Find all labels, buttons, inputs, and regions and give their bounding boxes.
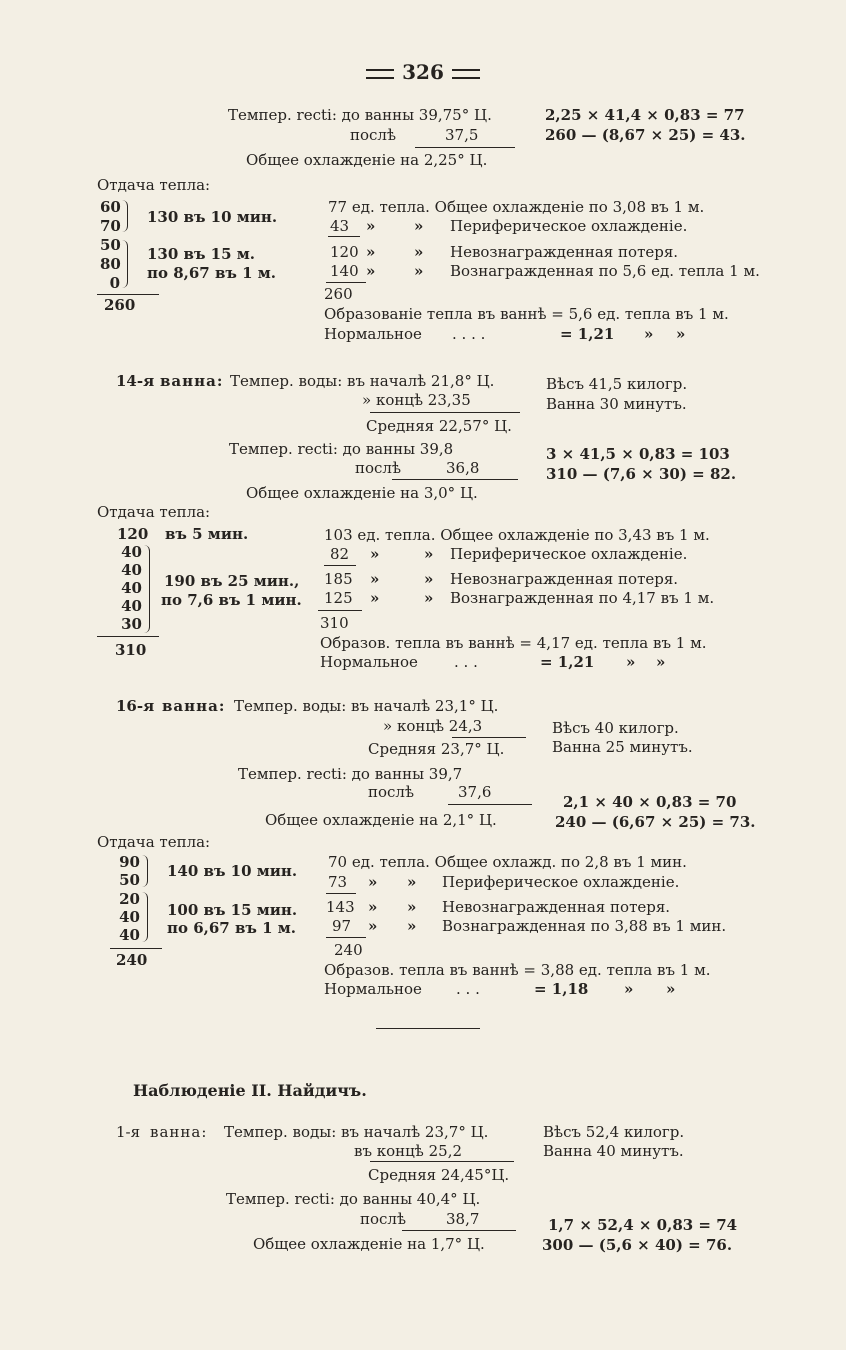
ditto-mark: » [368,873,378,891]
ditto-mark: » [370,545,380,563]
calc-line-1: 2,1 × 40 × 0,83 = 70 [563,793,737,811]
heat-total: 260 [104,296,136,314]
bath-duration: Ванна 40 минутъ. [543,1142,684,1160]
brace [144,545,150,633]
row-total-cooling: 103 ед. тепла. Общее охлажденіе по 3,43 въ 1 м. [324,526,710,544]
row-label: Вознагражденная по 4,17 въ 1 м. [450,589,715,607]
heat-output-label: Отдача тепла: [97,833,211,851]
rectal-temp-before: Темпер. recti: до ванны 39,75° Ц. [228,106,492,124]
mean-temp: Средняя 24,45°Ц. [368,1166,510,1184]
brace [142,892,148,942]
ditto-mark: » [366,262,376,280]
bath-number: 1-я [116,1123,141,1141]
weight: Вѣсъ 52,4 килогр. [543,1123,685,1141]
group-2-rate: по 8,67 въ 1 м. [147,264,277,282]
divider [402,1230,516,1231]
heat-number: 90 [119,853,140,871]
bath-number: 16-я [116,697,155,715]
row-label: Периферическое охлажденіе. [442,873,680,891]
ditto-mark: » [368,898,378,916]
normal-label: Нормальное [320,653,418,671]
divider [324,565,356,566]
heat-output-label: Отдача тепла: [97,503,211,521]
group-2-rate: по 6,67 въ 1 м. [167,919,297,937]
after-label: послѣ [360,1210,407,1228]
heat-number: 40 [119,908,140,926]
divider [370,1161,514,1162]
row-value: 97 [332,917,352,935]
total-cooling: Общее охлажденіе на 3,0° Ц. [246,484,478,502]
calc-line-2: 240 — (6,67 × 25) = 73. [555,813,756,831]
row-sum: 240 [334,941,363,959]
bath-number: 14-я [116,372,155,390]
bath-label: ванна: [150,1123,208,1141]
ditto-mark: » [366,217,376,235]
leader-dots: . . . [454,653,478,671]
row-label: Периферическое охлажденіе. [450,217,688,235]
heat-formation: Образов. тепла въ ваннѣ = 3,88 ед. тепла въ 1 м. [324,961,711,979]
group-2-text: 100 въ 15 мин. [167,901,298,919]
row-value: 82 [330,545,350,563]
heat-number: 40 [121,579,142,597]
ditto-mark: » [424,570,434,588]
water-temp-start: Темпер. воды: въ началѣ 23,7° Ц. [224,1123,489,1141]
normal-label: Нормальное [324,325,422,343]
ditto-mark: » [407,917,417,935]
mean-temp: Средняя 22,57° Ц. [366,417,512,435]
heat-number: 0 [109,274,120,292]
after-value: 37,6 [458,783,492,801]
rectal-temp-before: Темпер. recti: до ванны 39,7 [238,765,463,783]
calc-line-1: 2,25 × 41,4 × 0,83 = 77 [545,106,745,124]
ditto-mark: » [644,325,654,343]
total-cooling: Общее охлажденіе на 2,25° Ц. [246,151,488,169]
bath-label: ванна: [162,697,226,715]
ditto-mark: » [370,570,380,588]
divider [326,937,366,938]
row-label: Невознагражденная потеря. [442,898,671,916]
water-temp-start: Темпер. воды: въ началѣ 21,8° Ц. [230,372,495,390]
bath-label: ванна: [160,372,224,390]
group-2-text: 130 въ 15 м. [147,245,256,263]
weight: Вѣсъ 40 килогр. [552,719,679,737]
heat-number: 60 [100,198,121,216]
ditto-mark: » [414,262,424,280]
row-label: Вознагражденная по 3,88 въ 1 мин. [442,917,727,935]
divider [110,948,162,949]
weight: Вѣсъ 41,5 килогр. [546,375,688,393]
heat-number: 50 [119,871,140,889]
water-temp-end: въ концѣ 25,2 [354,1142,463,1160]
divider [326,893,356,894]
heat-number: 30 [121,615,142,633]
heat-number: 120 [117,525,149,543]
ditto-mark: » [407,898,417,916]
divider [452,737,526,738]
heat-number: 50 [100,236,121,254]
ditto-mark: » [414,217,424,235]
row-value: 43 [330,217,350,235]
section-separator [376,1028,480,1029]
row-label: Невознагражденная потеря. [450,570,679,588]
group-1-text: 140 въ 10 мин. [167,862,298,880]
calc-line-2: 310 — (7,6 × 30) = 82. [546,465,737,483]
heat-number: 40 [121,543,142,561]
first-interval: въ 5 мин. [165,525,249,543]
row-total-cooling: 77 ед. тепла. Общее охлажденіе по 3,08 въ 1 м. [328,198,705,216]
row-label: Периферическое охлажденіе. [450,545,688,563]
leader-dots: . . . . [452,325,486,343]
after-value: 36,8 [446,459,480,477]
heat-number: 20 [119,890,140,908]
row-value: 73 [328,873,348,891]
after-value: 38,7 [446,1210,480,1228]
divider [328,236,360,237]
total-cooling: Общее охлажденіе на 1,7° Ц. [253,1235,485,1253]
ditto-mark: » [366,243,376,261]
heat-number: 70 [100,217,121,235]
ditto-mark: » [424,589,434,607]
water-temp-start: Темпер. воды: въ началѣ 23,1° Ц. [234,697,499,715]
calc-line-1: 1,7 × 52,4 × 0,83 = 74 [548,1216,738,1234]
divider [415,147,515,148]
divider [326,282,366,283]
rectal-temp-before: Темпер. recti: до ванны 40,4° Ц. [226,1190,481,1208]
ditto-mark: » [370,589,380,607]
row-value: 140 [330,262,359,280]
normal-label: Нормальное [324,980,422,998]
after-label: послѣ [355,459,402,477]
divider [370,412,520,413]
bath-duration: Ванна 25 минутъ. [552,738,693,756]
ditto-mark: » [414,243,424,261]
leader-dots: . . . [456,980,480,998]
calc-line-2: 300 — (5,6 × 40) = 76. [542,1236,733,1254]
divider [392,479,518,480]
row-sum: 310 [320,614,349,632]
row-total-cooling: 70 ед. тепла. Общее охлажд. по 2,8 въ 1 мин. [328,853,687,871]
after-label: послѣ [368,783,415,801]
observation-heading: Наблюденіе II. Найдичъ. [133,1081,367,1100]
ditto-mark: » [424,545,434,563]
brace [122,240,128,288]
ditto-mark: » [626,653,636,671]
row-value: 120 [330,243,359,261]
ditto-mark: » [676,325,686,343]
brace [122,200,128,232]
water-temp-end: » концѣ 24,3 [383,717,483,735]
calc-line-1: 3 × 41,5 × 0,83 = 103 [546,445,730,463]
total-cooling: Общее охлажденіе на 2,1° Ц. [265,811,497,829]
heat-number: 40 [121,561,142,579]
after-label: послѣ [350,126,397,144]
group-1-text: 130 въ 10 мин. [147,208,278,226]
divider [97,636,159,637]
group-text: 190 въ 25 мин., [164,572,300,590]
normal-value: = 1,18 [534,980,589,998]
heat-number: 80 [100,255,121,273]
ditto-mark: » [624,980,634,998]
ditto-mark: » [656,653,666,671]
rectal-temp-before: Темпер. recti: до ванны 39,8 [229,440,454,458]
ornament-right [452,69,480,79]
row-label: Вознагражденная по 5,6 ед. тепла 1 м. [450,262,760,280]
divider [97,294,159,295]
after-value: 37,5 [445,126,479,144]
page-number: 326 [0,60,846,84]
ditto-mark: » [407,873,417,891]
heat-formation: Образов. тепла въ ваннѣ = 4,17 ед. тепла въ 1 м. [320,634,707,652]
ornament-left [366,69,394,79]
mean-temp: Средняя 23,7° Ц. [368,740,505,758]
heat-total: 310 [115,641,147,659]
bath-duration: Ванна 30 минутъ. [546,395,687,413]
heat-output-label: Отдача тепла: [97,176,211,194]
heat-formation: Образованіе тепла въ ваннѣ = 5,6 ед. тепла въ 1 м. [324,305,729,323]
divider [448,804,532,805]
normal-value: = 1,21 [560,325,615,343]
ditto-mark: » [666,980,676,998]
row-value: 125 [324,589,353,607]
row-value: 185 [324,570,353,588]
normal-value: = 1,21 [540,653,595,671]
calc-line-2: 260 — (8,67 × 25) = 43. [545,126,746,144]
row-sum: 260 [324,285,353,303]
brace [142,855,148,887]
row-label: Невознагражденная потеря. [450,243,679,261]
row-value: 143 [326,898,355,916]
ditto-mark: » [368,917,378,935]
divider [318,610,362,611]
heat-total: 240 [116,951,148,969]
heat-number: 40 [119,926,140,944]
group-rate: по 7,6 въ 1 мин. [161,591,302,609]
heat-number: 40 [121,597,142,615]
water-temp-end: » концѣ 23,35 [362,391,471,409]
